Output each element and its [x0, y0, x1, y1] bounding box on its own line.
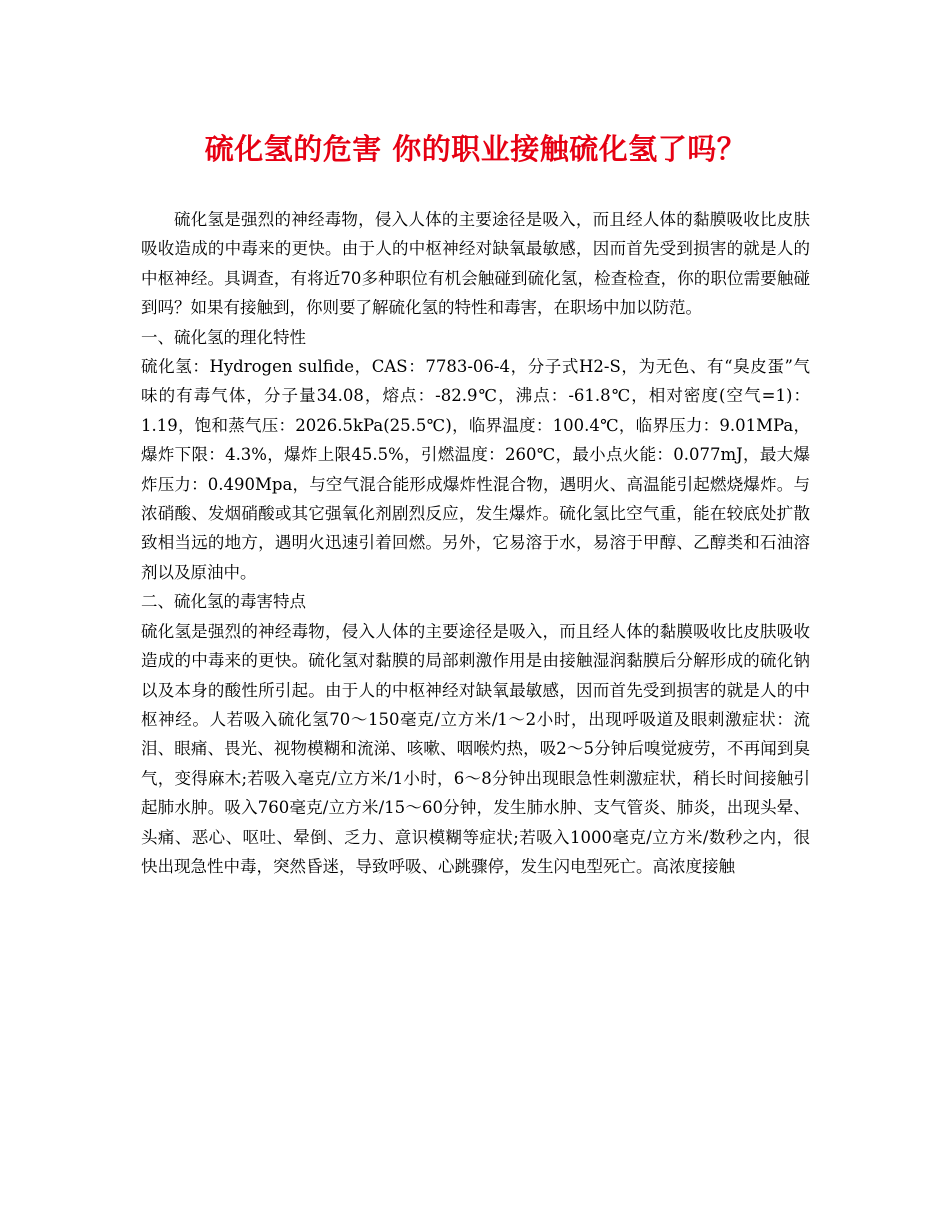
document-title: 硫化氢的危害 你的职业接触硫化氢了吗？: [204, 132, 747, 166]
properties-paragraph: 硫化氢：Hydrogen sulfide，CAS：7783-06-4，分子式H2-S，为无色、有“臭皮蛋”气味的有毒气体，分子量34.08，熔点：-82.9℃，沸点：-61.8℃，相对密度(空气=1)：1.19，饱和蒸气压：2026.5kPa(25.5℃)，临界温度：100.4℃，临界压力：9.01MPa，爆炸下限：4.3%，爆炸上限45.5%，引燃温度：260℃，最小点火能：0.077mJ，最大爆炸压力：0.490Mpa，与空气混合能形成爆炸性混合物，遇明火、高温能引起燃烧爆炸。与浓硝酸、发烟硝酸或其它强氧化剂剧烈反应，发生爆炸。硫化氢比空气重，能在较底处扩散致相当远的地方，遇明火迅速引着回燃。另外，它易溶于水，易溶于甲醇、乙醇类和石油溶剂以及原油中。: [141, 357, 810, 582]
toxicity-paragraph: 硫化氢是强烈的神经毒物，侵入人体的主要途径是吸入，而且经人体的黏膜吸收比皮肤吸收造成的中毒来的更快。硫化氢对黏膜的局部刺激作用是由接触湿润黏膜后分解形成的硫化钠以及本身的酸性所引起。由于人的中枢神经对缺氧最敏感，因而首先受到损害的就是人的中枢神经。人若吸入硫化氢70～150毫克/立方米/1～2小时，出现呼吸道及眼刺激症状：流泪、眼痛、畏光、视物模糊和流涕、咳嗽、咽喉灼热，吸2～5分钟后嗅觉疲劳，不再闻到臭气，变得麻木;若吸入毫克/立方米/1小时，6～8分钟出现眼急性刺激症状，稍长时间接触引起肺水肿。吸入760毫克/立方米/15～60分钟，发生肺水肿、支气管炎、肺炎，出现头晕、头痛、恶心、呕吐、晕倒、乏力、意识模糊等症状;若吸入1000毫克/立方米/数秒之内，很快出现急性中毒，突然昏迷，导致呼吸、心跳骤停，发生闪电型死亡。高浓度接触: [141, 621, 810, 876]
section-heading-toxicity: 二、硫化氢的毒害特点: [141, 592, 306, 612]
section-heading-properties: 一、硫化氢的理化特性: [141, 327, 306, 347]
document-body: [141, 205, 810, 881]
intro-paragraph: 硫化氢是强烈的神经毒物，侵入人体的主要途径是吸入，而且经人体的黏膜吸收比皮肤吸收造成的中毒来的更快。由于人的中枢神经对缺氧最敏感，因而首先受到损害的就是人的中枢神经。具调查，有将近70多种职位有机会触碰到硫化氢，检查检查，你的职位需要触碰到吗？如果有接触到，你则要了解硫化氢的特性和毒害，在职场中加以防范。: [141, 210, 810, 318]
